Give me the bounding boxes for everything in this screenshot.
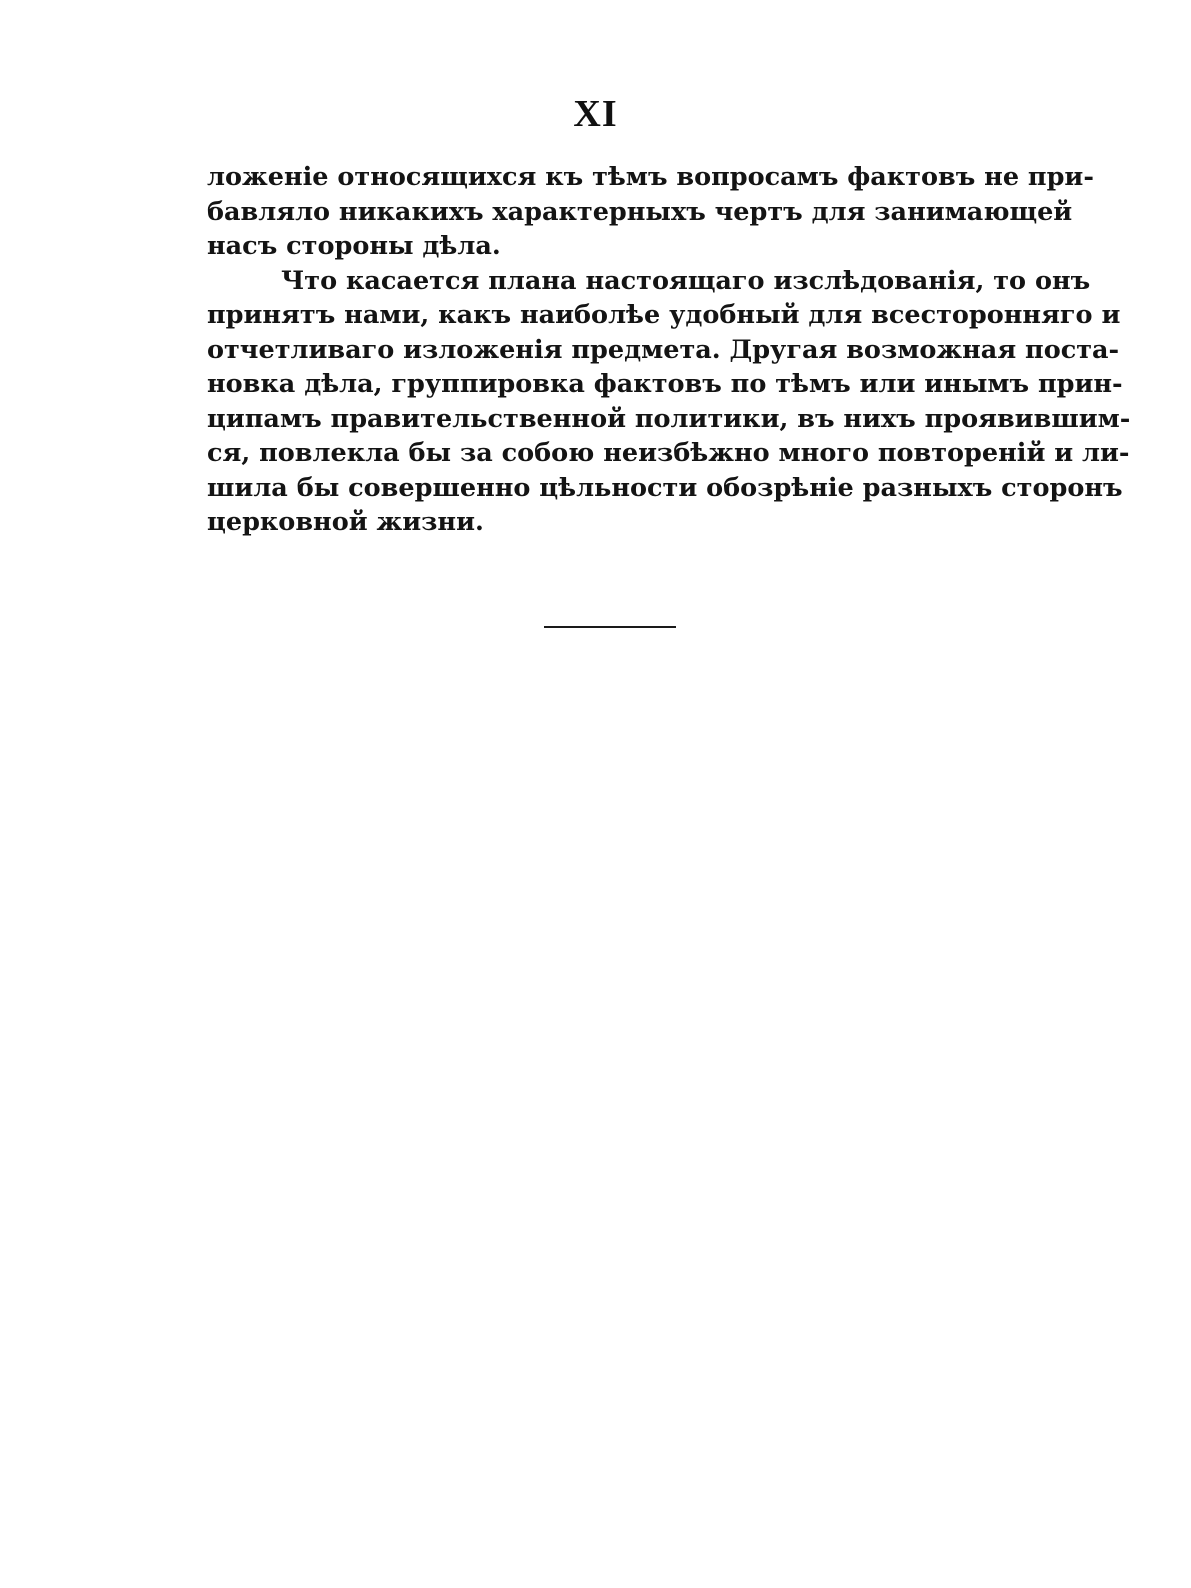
text-line: ципамъ правительственной политики, въ нихъ проявившим- — [207, 403, 1131, 434]
text-line: новка дѣла, группировка фактовъ по тѣмъ или инымъ прин- — [207, 369, 1123, 399]
section-end-rule — [544, 626, 676, 628]
text-line: шила бы совершенно цѣльности обозрѣніе разныхъ сторонъ — [207, 472, 1123, 503]
paragraph — [207, 160, 1094, 264]
page-number: XI — [573, 93, 618, 135]
text-line: церковной жизни. — [207, 507, 484, 537]
text-line: отчетливаго изложенія предмета. Другая возможная поста- — [207, 334, 1120, 365]
text-line: принятъ нами, какъ наиболѣе удобный для всесторонняго и — [207, 300, 1121, 330]
text-line: ся, повлекла бы за собою неизбѣжно много повтореній и ли- — [207, 438, 1130, 468]
body-text — [207, 160, 1131, 540]
paragraph — [207, 264, 1131, 540]
text-line: бавляло никакихъ характерныхъ чертъ для занимающей — [207, 196, 1073, 227]
text-line: Что касается плана настоящаго изслѣдованія, то онъ — [281, 265, 1091, 296]
text-line: ложеніе относящихся къ тѣмъ вопросамъ фактовъ не при- — [207, 162, 1094, 192]
text-line: насъ стороны дѣла. — [207, 231, 501, 261]
